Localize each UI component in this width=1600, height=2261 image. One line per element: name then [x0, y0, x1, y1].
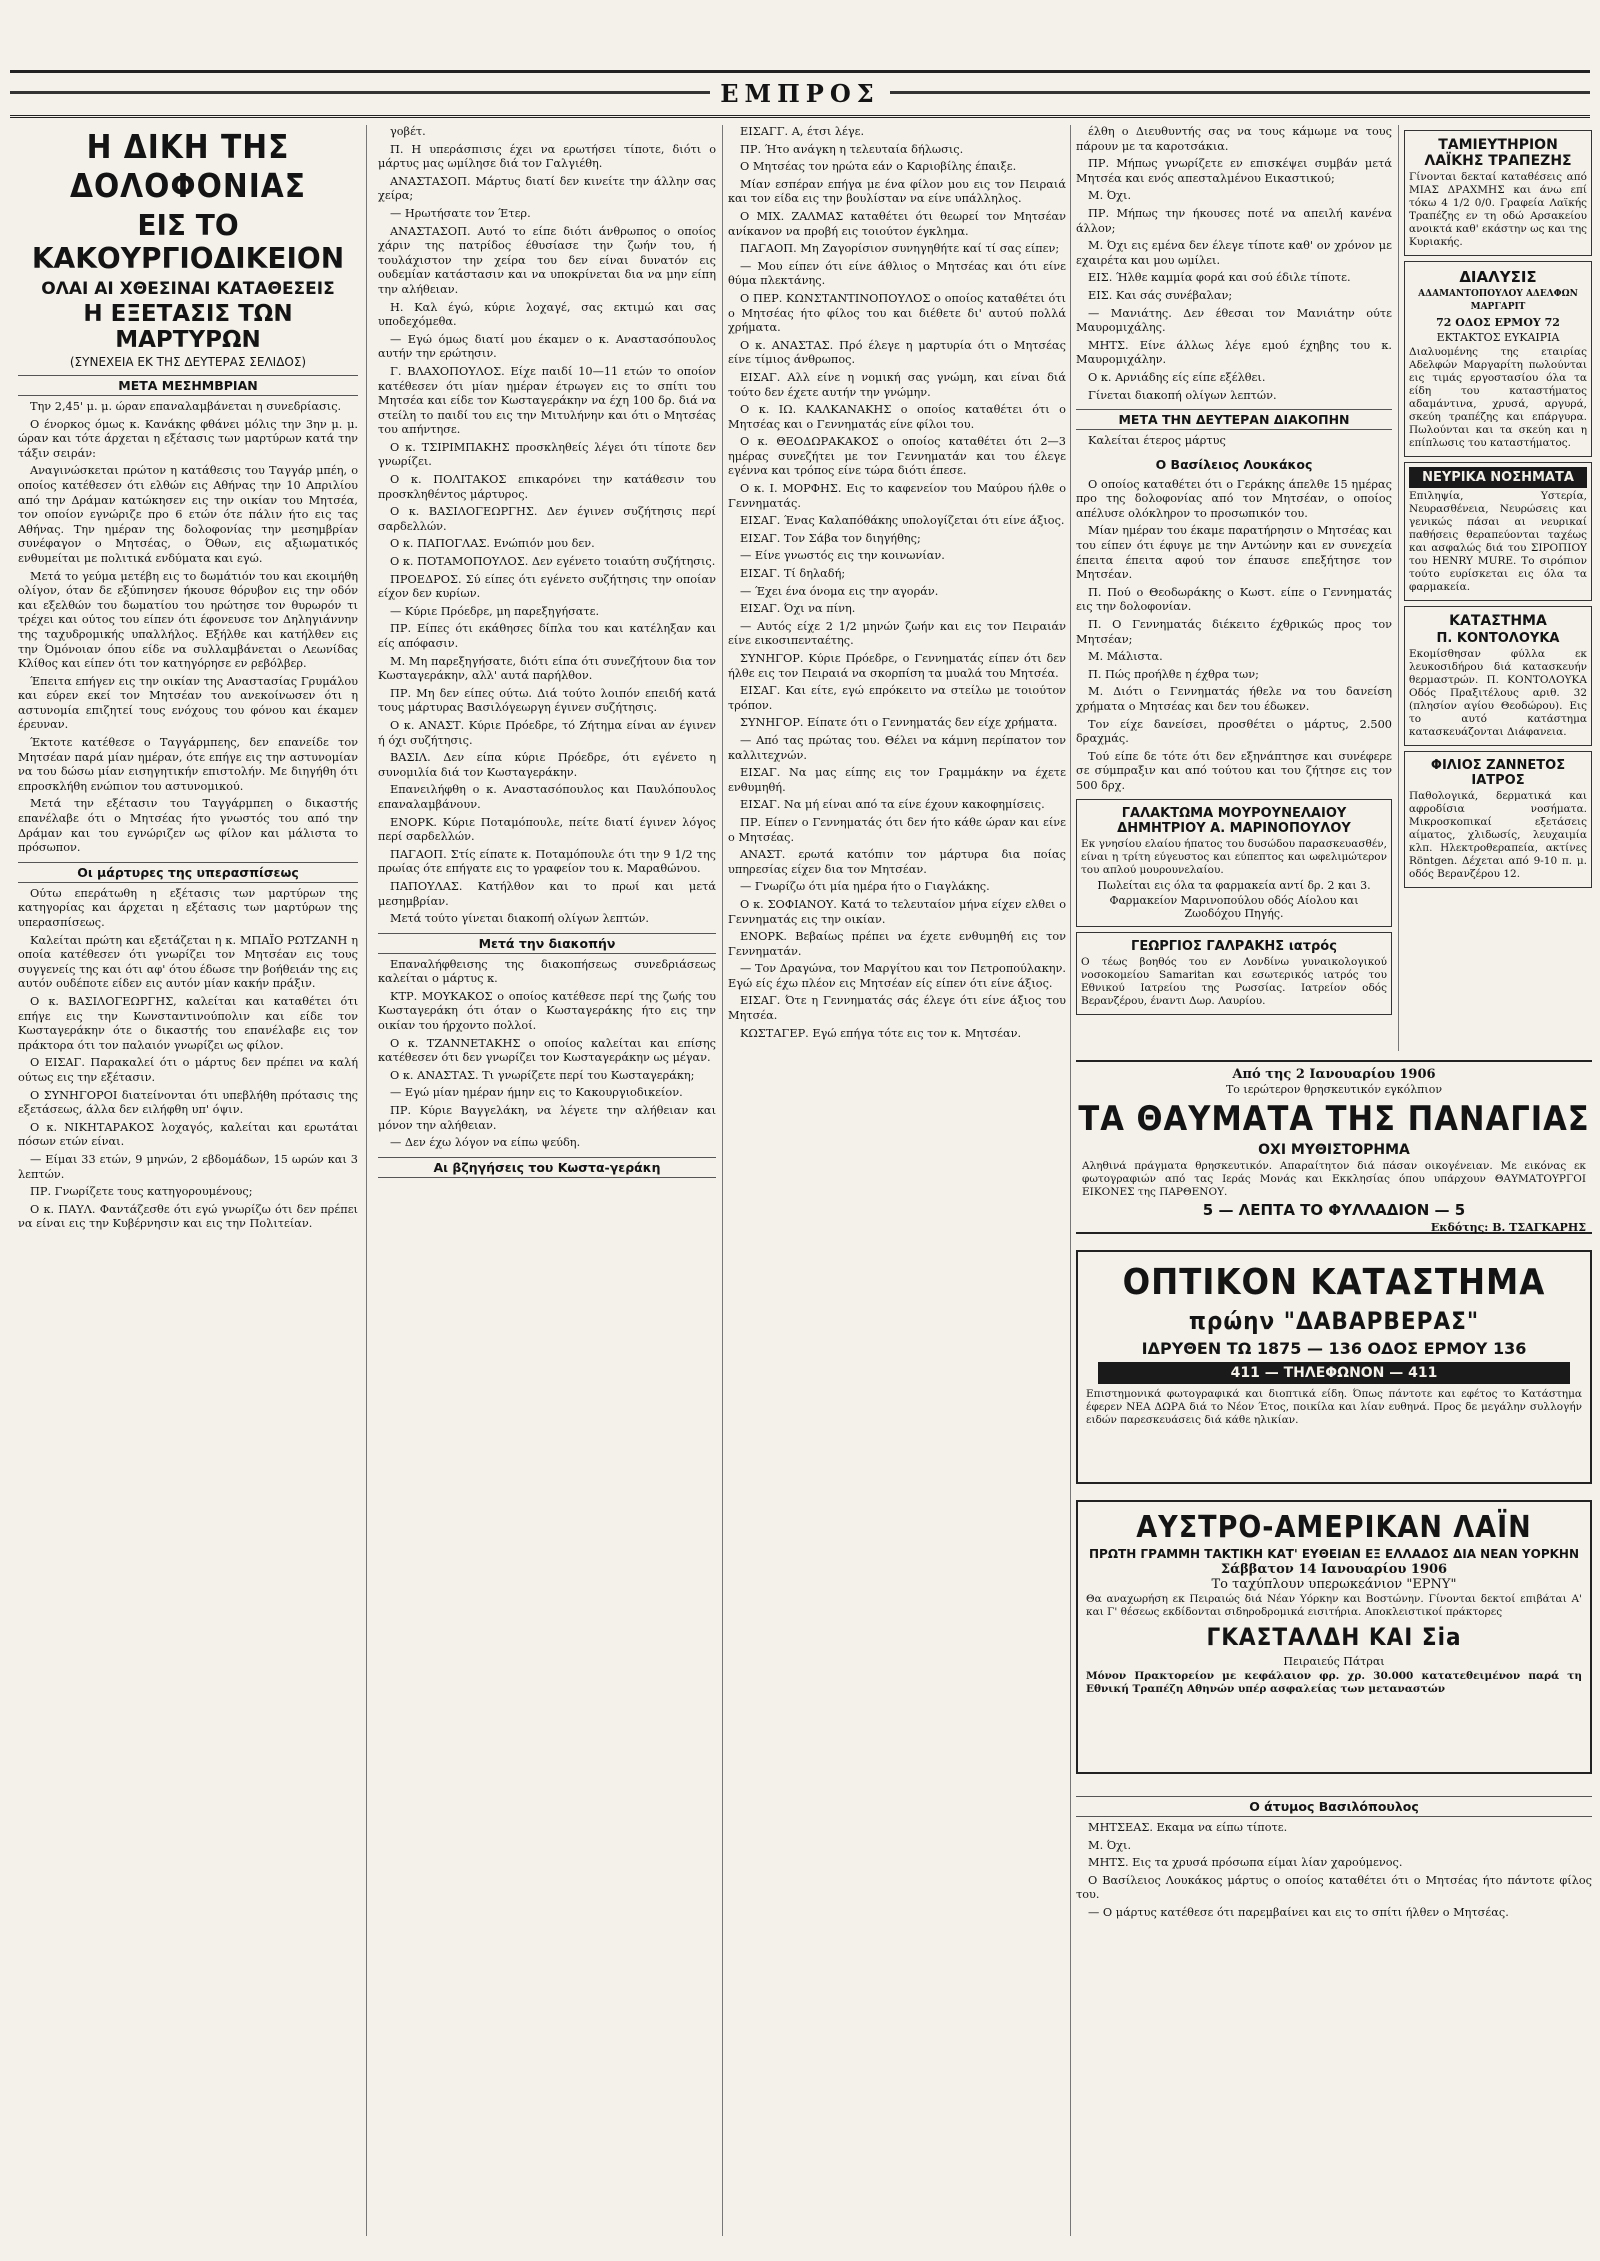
subheading: Ο άτυμος Βασιλόπουλος	[1076, 1796, 1592, 1817]
column-rule	[722, 125, 723, 2236]
ad-phone: 411 — ΤΗΛΕΦΩΝΟΝ — 411	[1098, 1362, 1570, 1384]
paragraph: Ο ΣΥΝΗΓΟΡΟΙ διατείνονται ότι υπεβλήθη πρότασις της εξετάσεως, άλλα δεν ειλήφθη υπ' όψιν.	[18, 1088, 358, 1117]
column-rule	[1070, 125, 1071, 2236]
ad-austro-american-line	[1076, 1500, 1592, 1774]
paragraph: Έπειτα επήγεν εις την οικίαν της Αναστασίας Γρυμάλου και εύρεν εκεί τον Μητσέαν του ανεκοίνωσεν ότι η αστυνομία επιζητεί τους ενόχους του φόνου και έκαμεν έρευναν.	[18, 674, 358, 732]
paragraph: Ο κ. ΝΙΚΗΤΑΡΑΚΟΣ λοχαγός, καλείται και ερωτάται πόσων ετών είναι.	[18, 1120, 358, 1149]
ad-line: ΑΔΑΜΑΝΤΟΠΟΥΛΟΥ ΑΔΕΛΦΩΝ ΜΑΡΓΑΡΙΤ	[1418, 289, 1578, 312]
paragraph: — Δεν έχω λόγον να είπω ψεύδη.	[390, 1136, 581, 1150]
ad-title: ΑΥΣΤΡΟ-ΑΜΕΡΙΚΑΝ ΛΑΪΝ	[1136, 1510, 1532, 1545]
paragraph: Μ. Μη παρεξηγήσατε, διότι είπα ότι συνεζήτουν δια τον Κωσταγεράκην, αλλ' αυτά παρήλθον.	[378, 654, 716, 683]
ad-publisher: Εκδότης: Β. ΤΣΑΓΚΑΡΗΣ	[1430, 1221, 1586, 1234]
ad-title: ΟΠΤΙΚΟΝ ΚΑΤΑΣΤΗΜΑ	[1122, 1262, 1546, 1303]
subheading: ΜΕΤΑ ΤΗΝ ΔΕΥΤΕΡΑΝ ΔΙΑΚΟΠΗΝ	[1076, 409, 1392, 430]
ad-subtitle: πρώην "ΔΑΒΑΡΒΕΡΑΣ"	[1188, 1307, 1480, 1335]
paragraph: ΠΡ. Μήπως την ήκουσες ποτέ να απειλή κανένα άλλον;	[1076, 206, 1392, 235]
ad-title: ΦΙΛΙΟΣ ΖΑΝΝΕΤΟΣ ΙΑΤΡΟΣ	[1430, 758, 1566, 788]
ad-places: Πειραιεύς Πάτραι	[1283, 1655, 1385, 1668]
paragraph: ΣΥΝΗΓΟΡ. Κύριε Πρόεδρε, ο Γεννηματάς είπεν ότι δεν ήλθε εις τον Πειραιά να σκορπίση τα μυαλά του Μητσέα.	[728, 652, 1066, 680]
ad-line: Φαρμακείον Μαρινοπούλου οδός Αίολου και Ζωοδόχου Πηγής.	[1109, 893, 1359, 920]
paragraph: Επαναλήφθεισης της διακοπήσεως συνεδριάσεως καλείται ο μάρτυς κ.	[378, 957, 716, 986]
paragraph: — Εγώ μίαν ημέραν ήμην εις το Κακουργιοδικείον.	[390, 1086, 683, 1100]
paragraph: Καλείται έτερος μάρτυς	[1088, 434, 1226, 448]
article-deck: ΟΛΑΙ ΑΙ ΧΘΕΣΙΝΑΙ ΚΑΤΑΘΕΣΕΙΣ	[41, 279, 335, 299]
ad-liquidation	[1404, 261, 1592, 457]
paragraph: ΕΙΣΑΓ. Τί δηλαδή;	[740, 567, 846, 581]
ad-price: 5 — ΛΕΠΤΑ ΤΟ ΦΥΛΛΑΔΙΟΝ — 5	[1202, 1201, 1466, 1219]
paragraph: ΠΡ. Μήπως γνωρίζετε εν επισκέψει συμβάν μετά Μητσέα και ενός απεσταλμένου Εικαστικού;	[1076, 157, 1392, 185]
paragraph: Γ. ΒΛΑΧΟΠΟΥΛΟΣ. Είχε παιδί 10—11 ετών το οποίον κατέθεσεν ότι μίαν ημέραν έτρωγεν εις το σπίτι του Μητσέα και είδε τον Κωσταγεράκην να έχη 100 δρ. διά να στείλη το παιδί του εις την Μιτυλήνην και ότι ο Μητσέας του απήντησε.	[378, 364, 716, 437]
ad-line: Από της 2 Ιανουαρίου 1906	[1232, 1067, 1436, 1082]
paragraph: — Κύριε Πρόεδρε, μη παρεξηγήσατε.	[390, 604, 600, 618]
ad-nervous-diseases	[1404, 462, 1592, 601]
ad-title: ΔΙΑΛΥΣΙΣ	[1459, 268, 1537, 286]
ad-text: Γίνονται δεκταί καταθέσεις από ΜΙΑΣ ΔΡΑΧΜΗΣ και άνω επί τόκω 4 1/2 0/0. Γραφεία Λαϊκής Τραπέζης εν τη οδώ Αρσακείου ανοικτά καθ' εκάστην ως και της Κυριακής.	[1409, 171, 1587, 248]
paragraph: Π. Ο Γεννηματάς διέκειτο έχθρικώς προς τον Μητσέαν;	[1076, 618, 1392, 646]
paragraph: — Έχει ένα όνομα εις την αγοράν.	[740, 584, 939, 598]
paragraph: ΕΙΣΑΓ. Να μας είπης εις τον Γραμμάκην να έχετε ενθυμηθή.	[728, 766, 1066, 794]
paragraph: Ο κ. ΙΩ. ΚΑΛΚΑΝΑΚΗΣ ο οποίος καταθέτει ότι ο Μητσέας και ο Γεννηματάς είνε φίλοι του.	[728, 403, 1066, 431]
paragraph: — Από τας πρώτας του. Θέλει να κάμνη περίπατον τον καλλιτεχνών.	[728, 733, 1066, 762]
paragraph: Ο Μητσέας τον ηρώτα εάν ο Καριοβίλης έπαιξε.	[740, 160, 1017, 174]
ad-doctor-galrakis	[1076, 932, 1392, 1015]
paragraph: Τού είπε δε τότε ότι δεν εξηνάπτησε και συνέφερε σε σύμπραξιν και από τούτου και του ζήτησε εις τον 500 δρχ.	[1076, 749, 1392, 792]
column-4	[1076, 125, 1392, 1051]
paragraph: — Μου είπεν ότι είνε άθλιος ο Μητσέας και ότι είνε θύμα πλεκτάνης.	[728, 259, 1066, 288]
paragraph: Ο Βασίλειος Λουκάκος μάρτυς ο οποίος καταθέτει ότι ο Μητσέας ήτο πάντοτε φίλος του.	[1076, 1873, 1592, 1902]
ad-text: Εκομίσθησαν φύλλα εκ λευκοσιδήρου διά κατασκευήν θερμαστρών. Π. ΚΟΝΤΟΛΟΥΚΑ Οδός Πραξιτέλους αριθ. 32 (πλησίον αγίου Θεοδώρου). Εις το αυτό κατάστημα κατασκευάζονται Διάφανεια.	[1409, 648, 1587, 738]
ad-optician	[1076, 1250, 1592, 1484]
ad-line: 72 ΟΔΟΣ ΕΡΜΟΥ 72	[1436, 316, 1560, 329]
ad-line: Το ιερώτερον θρησκευτικόν εγκόλπιον	[1225, 1083, 1443, 1096]
paragraph: ΕΝΟΡΚ. Κύριε Ποταμόπουλε, πείτε διατί έγινεν λόγος περί σαρδελλών.	[378, 815, 716, 844]
column-2	[378, 125, 716, 2236]
ad-bottom: Μόνον Πρακτορείον με κεφάλαιον φρ. χρ. 30.000 κατατεθειμένον παρά τη Εθνική Τραπέζη Αθηνών υπέρ ασφαλείας των μεταναστών	[1086, 1670, 1582, 1695]
ad-subtitle: ΠΡΩΤΗ ΓΡΑΜΜΗ ΤΑΚΤΙΚΗ ΚΑΤ' ΕΥΘΕΙΑΝ ΕΞ ΕΛΛΑΔΟΣ ΔΙΑ ΝΕΑΝ ΥΟΡΚΗΝ	[1088, 1547, 1579, 1561]
paragraph: ΚΩΣΤΑΓΕΡ. Εγώ επήγα τότε εις τον κ. Μητσέαν.	[740, 1026, 1022, 1040]
paragraph: ΕΙΣΑΓΓ. Α, έτσι λέγε.	[740, 125, 865, 138]
paragraph: Μετά το γεύμα μετέβη εις το δωμάτιόν του και εκοιμήθη ολίγον, όταν δε εξύπνησεν ήκουσε θόρυβον εις την οδόν και εξελθών του δωματίου του ηρώτησε τον θυρωρόν τι τρέχει και ούτος του είπεν ότι έφονευσε τον Δηληγιάννην της ταχυδρομικής υπαλλήλος. Εξήλθε και κατήλθεν εις την Όμόνοιαν όπου είδε να συλλαμβάνεται ο Λεωνίδας Κλίθος και είπεν ότι τον κατηγόρησε εν ρεβόλβερ.	[18, 569, 358, 671]
paragraph: Επανειλήφθη ο κ. Αναστασόπουλος και Παυλόπουλος επαναλαμβάνουν.	[378, 783, 716, 811]
paragraph: Ο κ. ΠΑΠΟΓΛΑΣ. Ενώπιόν μου δεν.	[390, 537, 595, 551]
paragraph: Μ. Διότι ο Γεννηματάς ήθελε να του δανείση χρήματα ο Μητσέας και δεν του έδωκεν.	[1076, 685, 1392, 713]
paragraph: Μ. Μάλιστα.	[1088, 650, 1163, 664]
paragraph: Μ. Όχι εις εμένα δεν έλεγε τίποτε καθ' ον χρόνον με εχαιρέτα και μου ωμίλει.	[1076, 239, 1392, 267]
paragraph: ΕΙΣΑΓ. Τον Σάβα τον διηγήθης;	[740, 531, 921, 545]
paragraph: ΠΡ. Κύριε Βαγγελάκη, να λέγετε την αλήθειαν και μόνον την αλήθειαν.	[378, 1104, 716, 1132]
paragraph: ΒΑΣΙΛ. Δεν είπα κύριε Πρόεδρε, ότι εγένετο η συνομιλία διά τον Κωσταγεράκην.	[378, 751, 716, 779]
paragraph: — Ο μάρτυς κατέθεσε ότι παρεμβαίνει και εις το σπίτι ήλθεν ο Μητσέας.	[1088, 1905, 1509, 1919]
paragraph: Μετά την εξέτασιν του Ταγγάρμπεη ο δικαστής επανέλαβε ότι ο Μητσέας ήτο γνωστός του από την Δράμαν και του εγνώριζεν ως φίλον και μάλιστα το πρόσωπον.	[18, 797, 358, 855]
paragraph: ΠΡ. Γνωρίζετε τους κατηγορουμένους;	[30, 1185, 253, 1199]
paragraph: — Είνε γνωστός εις την κοινωνίαν.	[740, 549, 945, 563]
paragraph: Π. Πώς προήλθε η έχθρα των;	[1088, 667, 1259, 681]
ad-text: Επιστημονικά φωτογραφικά και διοπτικά είδη. Όπως πάντοτε και εφέτος το Κατάστημα έφερεν NEA ΔΩΡΑ διά το Νέον Έτος, ποικίλα και λίαν ευθηνά. Προς δε μεγάλην συλλογήν ειδών παρεσκευάσεις διά κάθε ηλικίαν.	[1086, 1388, 1582, 1426]
paragraph: Ο κ. Ι. ΜΟΡΦΗΣ. Εις το καφενείον του Μαύρου ήλθε ο Γεννηματάς.	[728, 482, 1066, 510]
ad-founded: ΙΔΡΥΘΕΝ ΤΩ 1875 — 136 ΟΔΟΣ ΕΡΜΟΥ 136	[1141, 1339, 1527, 1358]
ad-text: Ο τέως βοηθός του εν Λονδίνω γυναικολογικού νοσοκομείου Samaritan και εσωτερικός ιατρός του Εθνικού Ιατρείου της Ρωσσίας. Ιατρείον οδός Βερανζέρου, έναντι Δωρ. Λαυρίου.	[1081, 955, 1387, 1007]
ad-line: ΕΚΤΑΚΤΟΣ ΕΥΚΑΙΡΙΑ	[1436, 331, 1560, 344]
ad-title: ΚΑΤΑΣΤΗΜΑ	[1449, 613, 1547, 629]
paragraph: Π. Η υπεράσπισις έχει να ερωτήσει τίποτε, διότι ο μάρτυς μας ωμίλησε διά τον Γαλγιέθη.	[378, 142, 716, 171]
paragraph: Ο κ. ΑΝΑΣΤ. Κύριε Πρόεδρε, τό Ζήτημα είναι αν έγινεν ή όχι συζήτησις.	[378, 718, 716, 747]
subheading: Ο Βασίλειος Λουκάκος	[1155, 456, 1313, 472]
ad-shop-kontolouka	[1404, 606, 1592, 746]
paragraph: ΜΗΤΣ. Είνε άλλως λέγε εμού έχηβης του κ. Μαυρομιχάλην.	[1076, 338, 1392, 367]
paragraph: Ο ΜΙΧ. ΖΑΛΜΑΣ καταθέτει ότι θεωρεί τον Μητσέαν ανίκανον να προβή εις τοιούτον έγκλημα.	[728, 209, 1066, 238]
ad-agent: ΓΚΑΣΤΑΛΔΗ ΚΑΙ Σia	[1206, 1623, 1462, 1651]
paragraph: έλθη ο Διευθυντής σας να τους κάμωμε να τους πάρουν με τα καροτσάκια.	[1076, 125, 1392, 153]
ad-text: Εκ γνησίου ελαίου ήπατος του δυσώδου παρασκευασθέν, είναι η τρίτη εύγευστος και εύπεπτος και ωφελιμώτερον του απλού μουρουνελαίου.	[1081, 837, 1388, 876]
paragraph: ΜΗΤΣΕΑΣ. Εκαμα να είπω τίποτε.	[1088, 1821, 1288, 1834]
paragraph: Μετά τούτο γίνεται διακοπή ολίγων λεπτών.	[390, 912, 649, 926]
paragraph: Ο κ. ΣΟΦΙΑΝΟΥ. Κατά το τελευταίον μήνα είχεν ελθει ο Γεννηματάς εις την οικίαν.	[728, 897, 1066, 926]
paragraph: ΠΡ. Είπεν ο Γεννηματάς ότι δεν ήτο κάθε ώραν και είνε ο Μητσέας.	[728, 815, 1066, 844]
subheading: Αι βζηγήσεις του Κωστα-γεράκη	[378, 1157, 716, 1178]
column-3	[728, 125, 1066, 2236]
ad-cod-liver-oil	[1076, 799, 1392, 927]
paragraph: Ο κ. ΠΟΛΙΤΑΚΟΣ επικαρόνει την κατάθεσιν του προσκληθέντος μάρτυρος.	[378, 473, 716, 501]
ad-doctor-zannetos	[1404, 751, 1592, 888]
ad-title: ΝΕΥΡΙΚΑ ΝΟΣΗΜΑΤΑ	[1409, 467, 1587, 488]
ad-text: Αληθινά πράγματα θρησκευτικόν. Απαραίτητον διά πάσαν οικογένειαν. Με εικόνας εκ φωτογραφιών από τας Ιεράς Μονάς και Εκκλησίας όπου υπάρχουν ΘΑΥΜΑΤΟΥΡΓΟΙ ΕΙΚΟΝΕΣ της ΠΑΡΘΕΝΟΥ.	[1082, 1160, 1586, 1198]
ad-title: ΓΕΩΡΓΙΟΣ ΓΑΛΡΑΚΗΣ ιατρός	[1131, 938, 1337, 954]
paragraph: — Γνωρίζω ότι μία ημέρα ήτο ο Γιαγλάκης.	[740, 880, 990, 894]
paragraph: Μίαν εσπέραν επήγα με ένα φίλον μου εις τον Πειραιά και τον είδα εις την βουλίσταν να είνε υπάλληλος.	[728, 177, 1066, 206]
paragraph: Ο κ. ΤΖΑΝΝΕΤΑΚΗΣ ο οποίος καλείται και επίσης κατέθεσεν ότι δεν γνωρίζει τον Κωσταγεράκην ως μέγαν.	[378, 1036, 716, 1065]
article-continued: (ΣΥΝΕΧΕΙΑ ΕΚ ΤΗΣ ΔΕΥΤΕΡΑΣ ΣΕΛΙΔΟΣ)	[69, 355, 307, 369]
article-headline: Η ΔΙΚΗ ΤΗΣ ΔΟΛΟΦΟΝΙΑΣ	[69, 127, 307, 205]
paragraph: ΠΡ. Είπες ότι εκάθησες δίπλα του και κατέληξαν και είς απόφασιν.	[378, 622, 716, 650]
paragraph: ΑΝΑΣΤ. ερωτά κατόπιν τον μάρτυρα δια ποίας υπηρεσίας είχεν δια τον Μητσέαν.	[728, 848, 1066, 876]
paragraph: — Είμαι 33 ετών, 9 μηνών, 2 εβδομάδων, 15 ωρών και 3 λεπτών.	[18, 1152, 358, 1181]
paragraph: Έκτοτε κατέθεσε ο Ταγγάρμπεης, δεν επανείδε τον Μητσέαν παρά μίαν ημέραν, ότε επήγε εις την αστυνομίαν να του δώσω μίαν εισηγητικήν επιστολήν. Με διηγήθη ότι επροσκλήθη ενώπιον του αστυνομικού.	[18, 736, 358, 793]
paragraph: Ο ΠΕΡ. ΚΩΝΣΤΑΝΤΙΝΟΠΟΥΛΟΣ ο οποίος καταθέτει ότι ο Μητσέας ήτο φίλος του και διέθετε δι' αυτού πολλά χρήματα.	[728, 291, 1066, 335]
paragraph: Μίαν ημέραν του έκαμε παρατήρησιν ο Μητσέας και του είπεν ότι έφυγε με την Αντώνην και εν συνεχεία έπειτα έπειτα αφού τον έπαυσε επεξήτησε τον Μητσέαν.	[1076, 524, 1392, 582]
ad-text: Θα αναχωρήση εκ Πειραιώς διά Νέαν Υόρκην και Βοστώνην. Γίνονται δεκτοί επιβάται Α' και Γ' θέσεως εκδίδονται σιδηροδρομικά εισιτήρια. Αποκλειστικοί πράκτορες	[1086, 1593, 1582, 1618]
paragraph: — Μανιάτης. Δεν έθεσαι τον Μανιάτην ούτε Μαυρομιχάλης.	[1076, 306, 1392, 335]
paragraph: Ο κ. ΠΟΤΑΜΟΠΟΥΛΟΣ. Δεν εγένετο τοιαύτη συζήτησις.	[390, 555, 716, 569]
paragraph: γοβέτ.	[390, 125, 426, 138]
paragraph: ΕΙΣ. Ήλθε καμμία φορά και σού έδιλε τίποτε.	[1088, 271, 1351, 285]
ad-subtitle: ΟΧΙ ΜΥΘΙΣΤΟΡΗΜΑ	[1258, 1142, 1410, 1158]
paragraph: ΕΙΣ. Και σάς συνέβαλαν;	[1088, 288, 1233, 302]
column-5-ads	[1404, 125, 1592, 1051]
ad-title: ΓΑΛΑΚΤΩΜΑ ΜΟΥΡΟΥΝΕΛΑΙΟΥ ΔΗΜΗΤΡΙΟΥ Α. ΜΑΡΙΝΟΠΟΥΛΟΥ	[1117, 805, 1351, 836]
paragraph: ΜΗΤΣ. Εις τα χρυσά πρόσωπα είμαι λίαν χαρούμενος.	[1088, 1856, 1403, 1870]
paragraph: ΑΝΑΣΤΑΣΟΠ. Αυτό το είπε διότι άνθρωπος ο οποίος χάριν της πατρίδος έθυσίασε την ζωήν του, ή τουλάχιστον την χείρα του δεν είναι δυνατόν εις ουδεμίαν κατάστασιν και να υποκρίνεται δια να μην είπη την αλήθειαν.	[378, 224, 716, 296]
paragraph: ΕΙΣΑΓ. Αλλ είνε η νομική σας γνώμη, και είναι διά τούτο δεν έχετε αυτήν την γνώμην.	[728, 370, 1066, 399]
ad-text: Παθολογικά, δερματικά και αφροδίσια νοσήματα. Μικροσκοπικαί εξετάσεις αίματος, χλιδωσίς, λευχαιμία κλπ. Ηλεκτροθεραπεία, ακτίνες Röntgen. Δέχεται από 9-10 π. μ. οδός Βερανζέρου 12.	[1409, 790, 1587, 880]
paragraph: Η. Καλ έγώ, κύριε λοχαγέ, σας εκτιμώ και σας υποδεχόμεθα.	[378, 300, 716, 329]
column-rule	[366, 125, 367, 2236]
ad-text: Επιληψία, Υστερία, Νευρασθένεια, Νευρώσεις και γενικώς πάσαι αι νευρικαί παθήσεις θεραπεύονται ταχέως και ασφαλώς διά του ΣΙΡΟΠΙΟΥ του HENRY MURE. Το σιρόπιον τούτο ευρίσκεται εις όλα τα φαρμακεία.	[1409, 490, 1587, 593]
ad-text: Διαλυομένης της εταιρίας Αδελφών Μαργαρίτη πωλούνται εις τιμάς εργοστασίου όλα τα είδη του καταστήματος αδαμάντινα, χρυσά, αργυρά, σκεύη τραπέζης και επάργυρα. Πωλούνται και τα σκεύη και η επίπλωσις του καταστήματος.	[1409, 346, 1587, 449]
paragraph: Π. Πού ο Θεοδωράκης ο Κωστ. είπε ο Γεννηματάς εις την δολοφονίαν.	[1076, 585, 1392, 614]
ad-title: Π. ΚΟΝΤΟΛΟΥΚΑ	[1436, 631, 1560, 646]
ad-title: ΤΑ ΘΑΥΜΑΤΑ ΤΗΣ ΠΑΝΑΓΙΑΣ	[1078, 1099, 1590, 1139]
paragraph: Ο κ. ΒΑΣΙΛΟΓΕΩΡΓΗΣ. Δεν έγινεν συζήτησις περί σαρδελλών.	[378, 505, 716, 533]
paragraph: ΕΙΣΑΓ. Ένας Καλαπόθάκης υπολογίζεται ότι είνε άξιος.	[740, 514, 1065, 528]
paragraph: — Εγώ όμως διατί μου έκαμεν ο κ. Αναστασόπουλος αυτήν την ερώτησιν.	[378, 332, 716, 361]
paragraph: Ο ΕΙΣΑΓ. Παρακαλεί ότι ο μάρτυς δεν πρέπει να καλή ούτως εις την εξέτασιν.	[18, 1056, 358, 1084]
paragraph: — Τον Δραγώνα, τον Μαργίτου και τον Πετροπούλακην. Εγώ είς έχω πλέον εις Μητσέαν είς είπεν ότι είνε άξιος.	[728, 962, 1066, 990]
article-headline-2: ΕΙΣ ΤΟ ΚΑΚΟΥΡΓΙΟΔΙΚΕΙΟΝ	[31, 209, 345, 275]
ad-title: ΤΑΜΙΕΥΤΗΡΙΟΝ ΛΑΪΚΗΣ ΤΡΑΠΕΖΗΣ	[1424, 137, 1572, 169]
paragraph: ΠΑΓΑΟΠ. Στίς είπατε κ. Ποταμόπουλε ότι την 9 1/2 της πρωίας ότε επήγατε εις το γραφείον του κ. Μαραθώνου.	[378, 847, 716, 876]
paragraph: Ο οποίος καταθέτει ότι ο Γεράκης άπελθε 15 ημέρας προ της δολοφονίας από τον Μητσέαν, ο οποίος απέλυσε ολόκληρον το προσωπικόν του.	[1076, 477, 1392, 520]
paragraph: Ο ένορκος όμως κ. Κανάκης φθάνει μόλις την 3ην μ. μ. ώραν και τότε άρχεται η εξέτασις των μαρτύρων κατά την τάξιν σειράν:	[18, 417, 358, 460]
paragraph: ΠΑΠΟΥΛΑΣ. Κατήλθον και το πρωί και μετά μεσημβρίαν.	[378, 879, 716, 908]
newspaper-name: ΕΜΠΡΟΣ	[720, 79, 880, 108]
lower-right-text	[1076, 1790, 1592, 2230]
column-rule	[1398, 125, 1399, 1051]
column-1	[18, 125, 358, 2236]
paragraph: ΠΡ. Μη δεν είπες ούτω. Διά τούτο λοιπόν επειδή κατά τους μάρτυρας Βασιλόγεωργη έγινεν συζήτησις.	[378, 686, 716, 715]
paragraph: Μ. Όχι.	[1088, 1838, 1132, 1852]
paragraph: Ο κ. ΤΣΙΡΙΜΠΑΚΗΣ προσκληθείς λέγει ότι τίποτε δεν γνωρίζει.	[378, 440, 716, 469]
paragraph: — Ηρωτήσατε τον Έτερ.	[390, 206, 531, 220]
paragraph: Γίνεται διακοπή ολίγων λεπτών.	[1088, 388, 1277, 402]
ad-ship: Το ταχύπλουν υπερωκεάνιον "ΕΡΝΥ"	[1211, 1577, 1457, 1592]
paragraph: Καλείται πρώτη και εξετάζεται η κ. ΜΠΑΪΟ ΡΩΤΖΑΝΗ η οποία κατέθεσεν ότι γνωρίζει τον Μητσέαν εις τους συγγενείς της και ότι αφ' ότου έδωσε την βοήθειάν της εις αυτόν ουδέποτε είδεν εις αυτόν μίαν κακήν πράξιν.	[18, 933, 358, 991]
paragraph: Ο κ. ΠΑΥΛ. Φαντάζεσθε ότι εγώ γνωρίζω ότι δεν πρέπει να είναι εις την Κυβέρνησιν και εις την Πολιτείαν.	[18, 1202, 358, 1231]
paragraph: Ο κ. ΑΝΑΣΤΑΣ. Πρό έλεγε η μαρτυρία ότι ο Μητσέας είνε τίμιος άνθρωπος.	[728, 338, 1066, 367]
paragraph: Ο κ. ΒΑΣΙΛΟΓΕΩΡΓΗΣ, καλείται και καταθέτει ότι επήγε εις την Κωνσταντινούπολιν και είδε τον Κωσταγεράκην ότε ο δικαστής του επανέλαβε εις τον πράκτορα ότι τον παλαιόν γνωρίζει ως φίλον.	[18, 994, 358, 1052]
paragraph: Ούτω επεράτωθη η εξέτασις των μαρτύρων της κατηγορίας και άρχεται η εξέτασις των μαρτύρων της υπερασπίσεως.	[18, 886, 358, 929]
paragraph: ΣΥΝΗΓΟΡ. Είπατε ότι ο Γεννηματάς δεν είχε χρήματα.	[740, 716, 1058, 730]
paragraph: Ο κ. ΘΕΟΔΩΡΑΚΑΚΟΣ ο οποίος καταθέτει ότι 2—3 ημέρας συνεζήτει με τον Γεννηματάν και του έλεγε εγέννα και τρόπος είνε τώρα διότι έπεσε.	[728, 435, 1066, 478]
paragraph: ΕΙΣΑΓ. Όχι να πίνη.	[740, 602, 856, 616]
paragraph: ΕΝΟΡΚ. Βεβαίως πρέπει να έχετε ενθυμηθή εις τον Γεννηματάν.	[728, 930, 1066, 958]
subheading: ΜΕΤΑ ΜΕΣΗΜΒΡΙΑΝ	[18, 375, 358, 396]
paragraph: ΚΤΡ. ΜΟΥΚΑΚΟΣ ο οποίος κατέθεσε περί της ζωής του Κωσταγεράκη ότι όταν ο Κωσταγεράκης ήτο εις την οικίαν του ήρχοντο πολλοί.	[378, 989, 716, 1033]
paragraph: — Αυτός είχε 2 1/2 μηνών ζωήν και εις τον Πειραιάν είνε εικοσιπενταέτης.	[728, 619, 1066, 648]
paragraph: Ο κ. ΑΝΑΣΤΑΣ. Τι γνωρίζετε περί του Κωσταγεράκη;	[390, 1068, 695, 1082]
paragraph: Αναγινώσκεται πρώτον η κατάθεσις του Ταγγάρ μπέη, ο οποίος κατέθεσεν ότι ελθών εις Αθήνας την 10 Απριλίου από την Δράμαν κατώκησεν εις την οικίαν του Μητσέα, τον οποίον εγνώριζε προ 6 ετών ότε πάλιν ήτο εις τας Αθήνας. Την ημέραν της δολοφονίας την μεσημβρίαν συνέφαγον ο Μητσέας, ο Όθων, εις αξιωματικός ενθυμείται με πολιτικά ενδύματα και εγώ.	[18, 464, 358, 565]
subheading: Μετά την διακοπήν	[378, 933, 716, 954]
ad-savings-bank	[1404, 130, 1592, 256]
paragraph: ΕΙΣΑΓ. Ότε η Γεννηματάς σάς έλεγε ότι είνε άξιος του Μητσέα.	[728, 994, 1066, 1023]
ad-date: Σάββατον 14 Ιανουαρίου 1906	[1220, 1562, 1448, 1577]
paragraph: ΠΑΓΑΟΠ. Μη Ζαγορίσιον συνηγηθήτε καί τί σας είπεν;	[740, 242, 1060, 256]
paragraph: ΠΡ. Ήτο ανάγκη η τελευταία δήλωσις.	[740, 142, 964, 156]
paragraph: Ο κ. Αρνιάδης είς είπε εξέλθει.	[1088, 370, 1266, 384]
ad-line: Πωλείται εις όλα τα φαρμακεία αντί δρ. 2 και 3.	[1097, 878, 1371, 892]
article-deck-2: Η ΕΞΕΤΑΣΙΣ ΤΩΝ ΜΑΡΤΥΡΩΝ	[83, 301, 293, 353]
paragraph: ΠΡΟΕΔΡΟΣ. Σύ είπες ότι εγένετο συζήτησις την οποίαν είχον δεν κυρίων.	[378, 572, 716, 601]
paragraph: ΕΙΣΑΓ. Και είτε, εγώ επρόκειτο να στείλω με τοιούτον τρόπον.	[728, 684, 1066, 712]
paragraph: Μ. Όχι.	[1088, 189, 1132, 203]
subheading: Οι μάρτυρες της υπερασπίσεως	[18, 862, 358, 883]
paragraph: ΕΙΣΑΓ. Να μή είναι από τα είνε έχουν κακοφημίσεις.	[740, 798, 1045, 812]
paragraph: ΑΝΑΣΤΑΣΟΠ. Μάρτυς διατί δεν κινείτε την άλλην σας χείρα;	[378, 174, 716, 203]
ad-miracles	[1076, 1060, 1592, 1234]
paragraph: Την 2,45' μ. μ. ώραν επαναλαμβάνεται η συνεδρίασις.	[30, 400, 342, 413]
masthead	[10, 70, 1590, 118]
paragraph: Τον είχε δανείσει, προσθέτει ο μάρτυς, 2.500 δραχμάς.	[1076, 717, 1392, 746]
